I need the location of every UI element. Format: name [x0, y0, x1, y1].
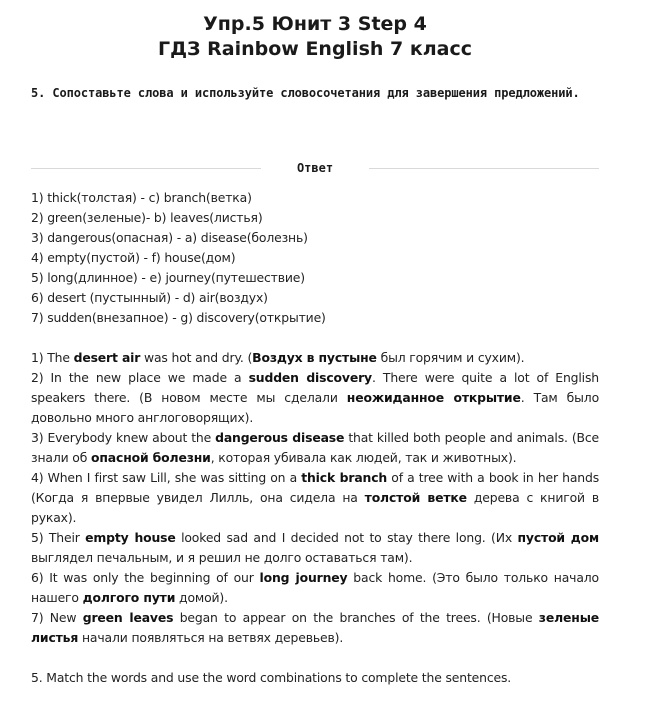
- answer-heading: Ответ: [289, 161, 341, 175]
- sentence-text: дерева с книгой в руках).: [31, 490, 600, 525]
- match-item: 7) sudden(внезапное) - g) discovery(открытие): [31, 310, 326, 325]
- task-translation: 5. Match the words and use the word combinations to complete the sentences.: [31, 670, 512, 685]
- sentence-text: of a tree with a book in her hands (Когда я впервые увидел Лилль, она сидела на: [31, 470, 600, 505]
- sentence-text: был горячим и сухим).: [376, 350, 525, 365]
- matches-list: [31, 188, 599, 328]
- sentence-text: . Там было довольно много англоговорящих).: [31, 390, 600, 425]
- page-subtitle: ГДЗ Rainbow English 7 класс: [157, 38, 473, 60]
- sentence-item: [31, 608, 599, 648]
- sentence-text: выглядел печальным, и я решил не долго оставаться там).: [31, 550, 413, 565]
- sentence-text: , которая убивала как людей, так и животных).: [210, 450, 517, 465]
- match-item: 6) desert (пустынный) - d) air(воздух): [31, 290, 268, 305]
- sentence-item: [31, 468, 599, 528]
- sentence-item: [31, 568, 599, 608]
- page-content: [31, 0, 599, 688]
- sentence-text: 5) Their: [31, 530, 86, 545]
- sentence-text: looked sad and I decided not to stay there long. (Их: [175, 530, 518, 545]
- match-item: 1) thick(толстая) - c) branch(ветка): [31, 190, 252, 205]
- highlighted-phrase: зеленые листья: [31, 610, 599, 645]
- sentence-item: [31, 348, 599, 368]
- highlighted-phrase: Воздух в пустыне: [252, 350, 377, 365]
- sentence-text: 3) Everybody knew about the: [31, 430, 216, 445]
- sentence-text: 7) New: [31, 610, 83, 625]
- highlighted-phrase: thick branch: [301, 470, 388, 485]
- highlighted-phrase: долгого пути: [82, 590, 176, 605]
- highlighted-phrase: sudden discovery: [248, 370, 372, 385]
- match-item: 5) long(длинное) - e) journey(путешествие): [31, 270, 305, 285]
- divider-line-right: [369, 168, 599, 169]
- sentence-text: домой).: [175, 590, 228, 605]
- match-item: 2) green(зеленые)- b) leaves(листья): [31, 210, 263, 225]
- highlighted-phrase: green leaves: [82, 610, 174, 625]
- sentences-list: [31, 348, 599, 648]
- sentence-text: was hot and dry. (: [140, 350, 253, 365]
- match-item: 3) dangerous(опасная) - a) disease(болезнь): [31, 230, 308, 245]
- highlighted-phrase: desert air: [73, 350, 141, 365]
- highlighted-phrase: опасной болезни: [91, 450, 211, 465]
- page-title: Упр.5 Юнит 3 Step 4: [203, 13, 427, 35]
- sentence-item: [31, 428, 599, 468]
- sentence-text: began to appear on the branches of the trees. (Новые: [173, 610, 539, 625]
- task-instruction: 5. Сопоставьте слова и используйте словосочетания для завершения предложений.: [31, 86, 580, 100]
- match-item: 4) empty(пустой) - f) house(дом): [31, 250, 236, 265]
- sentence-text: back home. (Это было только начало нашего: [31, 570, 599, 605]
- sentence-item: [31, 368, 599, 428]
- highlighted-phrase: неожиданное открытие: [346, 390, 521, 405]
- answer-divider: [31, 158, 599, 178]
- divider-line-left: [31, 168, 261, 169]
- sentence-text: 2) In the new place we made a: [31, 370, 249, 385]
- highlighted-phrase: пустой дом: [517, 530, 599, 545]
- sentence-text: 1) The: [31, 350, 74, 365]
- sentence-text: 6) It was only the beginning of our: [31, 570, 260, 585]
- sentence-text: that killed both people and animals. (Все знали об: [31, 430, 599, 465]
- sentence-text: начали появляться на ветвях деревьев).: [78, 630, 344, 645]
- highlighted-phrase: dangerous disease: [215, 430, 345, 445]
- highlighted-phrase: empty house: [85, 530, 176, 545]
- sentence-item: [31, 528, 599, 568]
- sentence-text: 4) When I first saw Lill, she was sitting on a: [31, 470, 302, 485]
- highlighted-phrase: long journey: [259, 570, 348, 585]
- sentence-text: . There were quite a lot of English speakers there. (В новом месте мы сделали: [31, 370, 599, 405]
- highlighted-phrase: толстой ветке: [364, 490, 467, 505]
